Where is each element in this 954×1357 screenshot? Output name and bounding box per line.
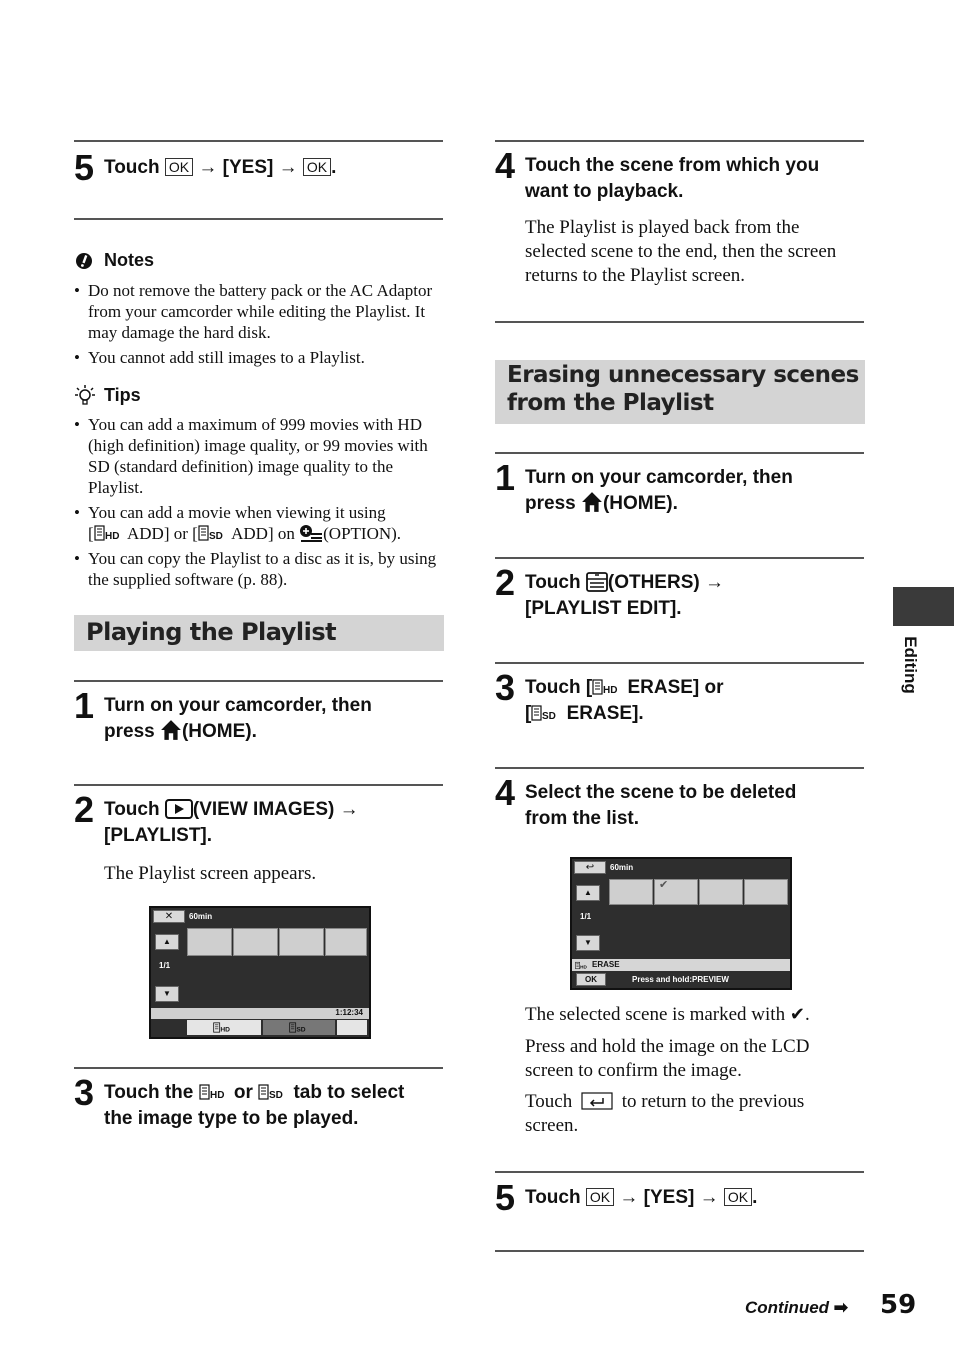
period: .: [752, 1187, 758, 1208]
page-text: 1/1: [159, 961, 171, 970]
page-indicator: [159, 961, 170, 970]
step-text: [525, 670, 724, 727]
step-3-select-tab: [74, 1072, 405, 1132]
step-line: press: [525, 493, 576, 514]
playlist-thumbnail-selected: [654, 879, 698, 905]
section-heading-playing-playlist: [74, 615, 444, 651]
step-2-others: [495, 562, 724, 622]
sd-tab: [263, 1020, 335, 1035]
scroll-up-icon: ▲: [155, 934, 179, 950]
step-line: want to playback.: [525, 181, 684, 202]
step-line: from the list.: [525, 808, 640, 829]
yes-label: [YES]: [222, 157, 274, 178]
arrow: →: [699, 1187, 719, 1208]
section-title: Erasing unnecessary scenes: [507, 362, 859, 388]
step-line: Touch the: [104, 1082, 194, 1103]
step-line: [: [525, 703, 532, 724]
media-remaining: [610, 863, 633, 872]
tips-title: Tips: [104, 384, 141, 405]
step-text: [525, 775, 796, 832]
step-line: or: [233, 1082, 253, 1103]
yes-label: [YES]: [643, 1187, 695, 1208]
option-icon: [299, 524, 323, 542]
list-item: • You can add a maximum of 999 movies with HD (high definition) image quality, or 99 movies with SD (standard definition) image quality to the Playlist.: [74, 414, 444, 498]
sd-film-icon: [258, 1084, 288, 1100]
counter-text: 1:12:34: [335, 1008, 363, 1017]
list-item: [74, 502, 444, 544]
preview-hint: [632, 975, 729, 984]
playlist-thumbnail: [187, 928, 232, 956]
description-text: to return to the previous screen.: [525, 1091, 805, 1136]
step-text: Touch: [104, 157, 160, 178]
arrow: →: [198, 157, 218, 178]
step-line: Touch the scene from which you: [525, 155, 820, 176]
step-line: (OTHERS) →: [607, 572, 724, 593]
step-5-confirm: [74, 147, 337, 188]
step-number: 5: [74, 147, 95, 188]
playlist-thumbnail: [279, 928, 324, 956]
page-text: 1/1: [580, 912, 592, 921]
return-icon: ↩: [574, 861, 606, 874]
divider: [495, 452, 864, 454]
hd-film-icon: [213, 1022, 233, 1033]
notes-header: [74, 250, 154, 271]
erase-label: ERASE: [592, 960, 620, 969]
step-line: tab to select: [293, 1082, 405, 1103]
hd-tab: [187, 1020, 261, 1035]
hd-film-icon: [199, 1084, 229, 1100]
step-line: press: [104, 721, 155, 742]
section-title: Playing the Playlist: [86, 618, 337, 646]
notes-title: Notes: [104, 250, 155, 270]
step-line: (HOME).: [602, 493, 678, 514]
divider: [495, 767, 864, 769]
hd-film-icon: [592, 679, 622, 695]
step-line: ERASE] or: [627, 677, 724, 698]
step-text: [525, 460, 793, 517]
step-number: 2: [495, 562, 516, 603]
side-tab-label: Editing: [901, 636, 920, 694]
period: .: [804, 1004, 810, 1025]
ok-button-icon: OK: [303, 158, 331, 176]
playlist-thumbnail: [325, 928, 367, 956]
return-description: [525, 1090, 855, 1138]
scroll-down-icon: ▼: [155, 986, 179, 1002]
right-arrow-icon: ➡: [833, 1298, 849, 1317]
list-item: • You cannot add still images to a Playlist.: [74, 347, 444, 368]
section-heading-erasing: [495, 360, 865, 424]
step-line: Touch: [525, 1187, 581, 1208]
sd-film-icon: [198, 525, 228, 541]
arrow: →: [278, 157, 298, 178]
lightbulb-icon: [74, 384, 96, 406]
check-mark-icon: ✔: [789, 1004, 805, 1025]
option-tab: [337, 1020, 367, 1035]
step-number: 5: [495, 1177, 516, 1218]
playlist-screen-image: [149, 906, 371, 1039]
step-5-confirm: [495, 1177, 758, 1218]
others-icon: [586, 572, 608, 592]
playlist-thumbnail: [744, 879, 788, 905]
list-item: • You can copy the Playlist to a disc as it is, by using the supplied software (p. 88).: [74, 548, 444, 590]
tip-text: ADD] on: [231, 524, 295, 543]
step-line: (VIEW IMAGES) →: [192, 799, 359, 820]
step-4-select-scene: [495, 772, 797, 832]
home-icon: [581, 491, 603, 513]
divider: [495, 321, 864, 323]
tip-text: You can add a movie when viewing it using: [88, 503, 386, 522]
list-item: • Do not remove the battery pack or the AC Adaptor from your camcorder while editing the Playlist. It may damage the hard disk.: [74, 280, 444, 343]
step-line: (HOME).: [181, 721, 257, 742]
divider: [74, 1067, 443, 1069]
step-4-touch-scene: [495, 145, 820, 205]
divider: [495, 140, 864, 142]
step-number: 2: [74, 789, 95, 830]
step-line: Touch: [104, 799, 160, 820]
step-number: 1: [74, 685, 95, 726]
divider: [74, 784, 443, 786]
page-number: 59: [880, 1290, 917, 1320]
page-indicator: [580, 912, 591, 921]
selected-scene-description: [525, 1003, 810, 1027]
divider: [74, 218, 443, 220]
media-remaining: [189, 912, 212, 921]
section-title: from the Playlist: [507, 390, 714, 416]
tips-header: [74, 384, 141, 406]
scroll-up-icon: ▲: [576, 885, 600, 901]
step-line: Turn on your camcorder, then: [525, 467, 793, 488]
tips-list: [74, 414, 444, 594]
erase-screen-image: [570, 857, 792, 990]
step-2-view-images: [74, 789, 359, 849]
continued-text: Continued: [745, 1298, 830, 1317]
step-number: 4: [495, 772, 516, 813]
step-text: [104, 792, 359, 849]
step-line: the image type to be played.: [104, 1108, 359, 1129]
step-line: [PLAYLIST].: [104, 825, 213, 846]
step-text: [525, 148, 819, 205]
period: .: [331, 157, 337, 178]
playlist-thumbnail: [233, 928, 278, 956]
step-text: [525, 565, 724, 622]
close-icon: ✕: [153, 910, 185, 923]
step-number: 3: [74, 1072, 95, 1113]
arrow: →: [619, 1187, 639, 1208]
description-text: Touch: [525, 1091, 573, 1112]
preview-description: Press and hold the image on the LCD screen to confirm the image.: [525, 1036, 810, 1081]
step-line: ERASE].: [566, 703, 644, 724]
playlist-thumbnail: [609, 879, 653, 905]
sd-film-icon: [531, 705, 561, 721]
erase-bar: [572, 959, 790, 971]
step-line: Touch: [525, 572, 581, 593]
step-3-erase: [495, 667, 724, 727]
check-mark-icon: ✔: [659, 879, 669, 891]
step-number: 3: [495, 667, 516, 708]
hd-film-icon: [94, 525, 124, 541]
step-2-description: The Playlist screen appears.: [104, 863, 317, 884]
ok-button-icon: OK: [586, 1188, 614, 1206]
media-remaining-text: 60min: [610, 863, 634, 872]
step-number: 1: [495, 457, 516, 498]
divider: [74, 680, 443, 682]
step-text: [525, 1180, 757, 1211]
step-number: 4: [495, 145, 516, 186]
footer-continued: [745, 1298, 848, 1318]
divider: [495, 1171, 864, 1173]
divider: [495, 557, 864, 559]
ok-button-icon: OK: [165, 158, 193, 176]
step-line: Select the scene to be deleted: [525, 782, 797, 803]
sd-film-icon: [289, 1022, 309, 1033]
description-text: The selected scene is marked with: [525, 1004, 786, 1025]
return-icon: [581, 1092, 613, 1110]
notes-icon: [74, 251, 94, 271]
step-text: [104, 688, 372, 745]
ok-button-icon: OK: [724, 1188, 752, 1206]
step-4-description: The Playlist is played back from the selected scene to the end, then the screen returns to the Playlist screen.: [525, 217, 837, 286]
preview-hint-text: Press and hold:PREVIEW: [632, 975, 729, 984]
step-line: Turn on your camcorder, then: [104, 695, 372, 716]
tip-text: (OPTION).: [323, 524, 402, 543]
notes-list: [74, 280, 444, 372]
step-text: [104, 1075, 404, 1132]
side-tab-block: [893, 587, 954, 626]
counter-bar: [151, 1008, 369, 1019]
step-1-turn-on: [495, 457, 793, 517]
divider: [495, 662, 864, 664]
playlist-thumbnail: [699, 879, 743, 905]
step-line: [PLAYLIST EDIT].: [525, 598, 682, 619]
step-line: Touch [: [525, 677, 593, 698]
scroll-down-icon: ▼: [576, 935, 600, 951]
view-images-icon: [165, 799, 193, 819]
tip-text: ADD] or [: [126, 524, 198, 543]
tip-text: [: [88, 524, 94, 543]
media-remaining-text: 60min: [189, 912, 213, 921]
step-1-turn-on: [74, 685, 372, 745]
hd-film-icon: [575, 961, 589, 970]
home-icon: [160, 719, 182, 741]
ok-button-icon: [576, 973, 606, 986]
divider: [74, 140, 443, 142]
ok-text: OK: [585, 975, 597, 984]
divider: [495, 1250, 864, 1252]
